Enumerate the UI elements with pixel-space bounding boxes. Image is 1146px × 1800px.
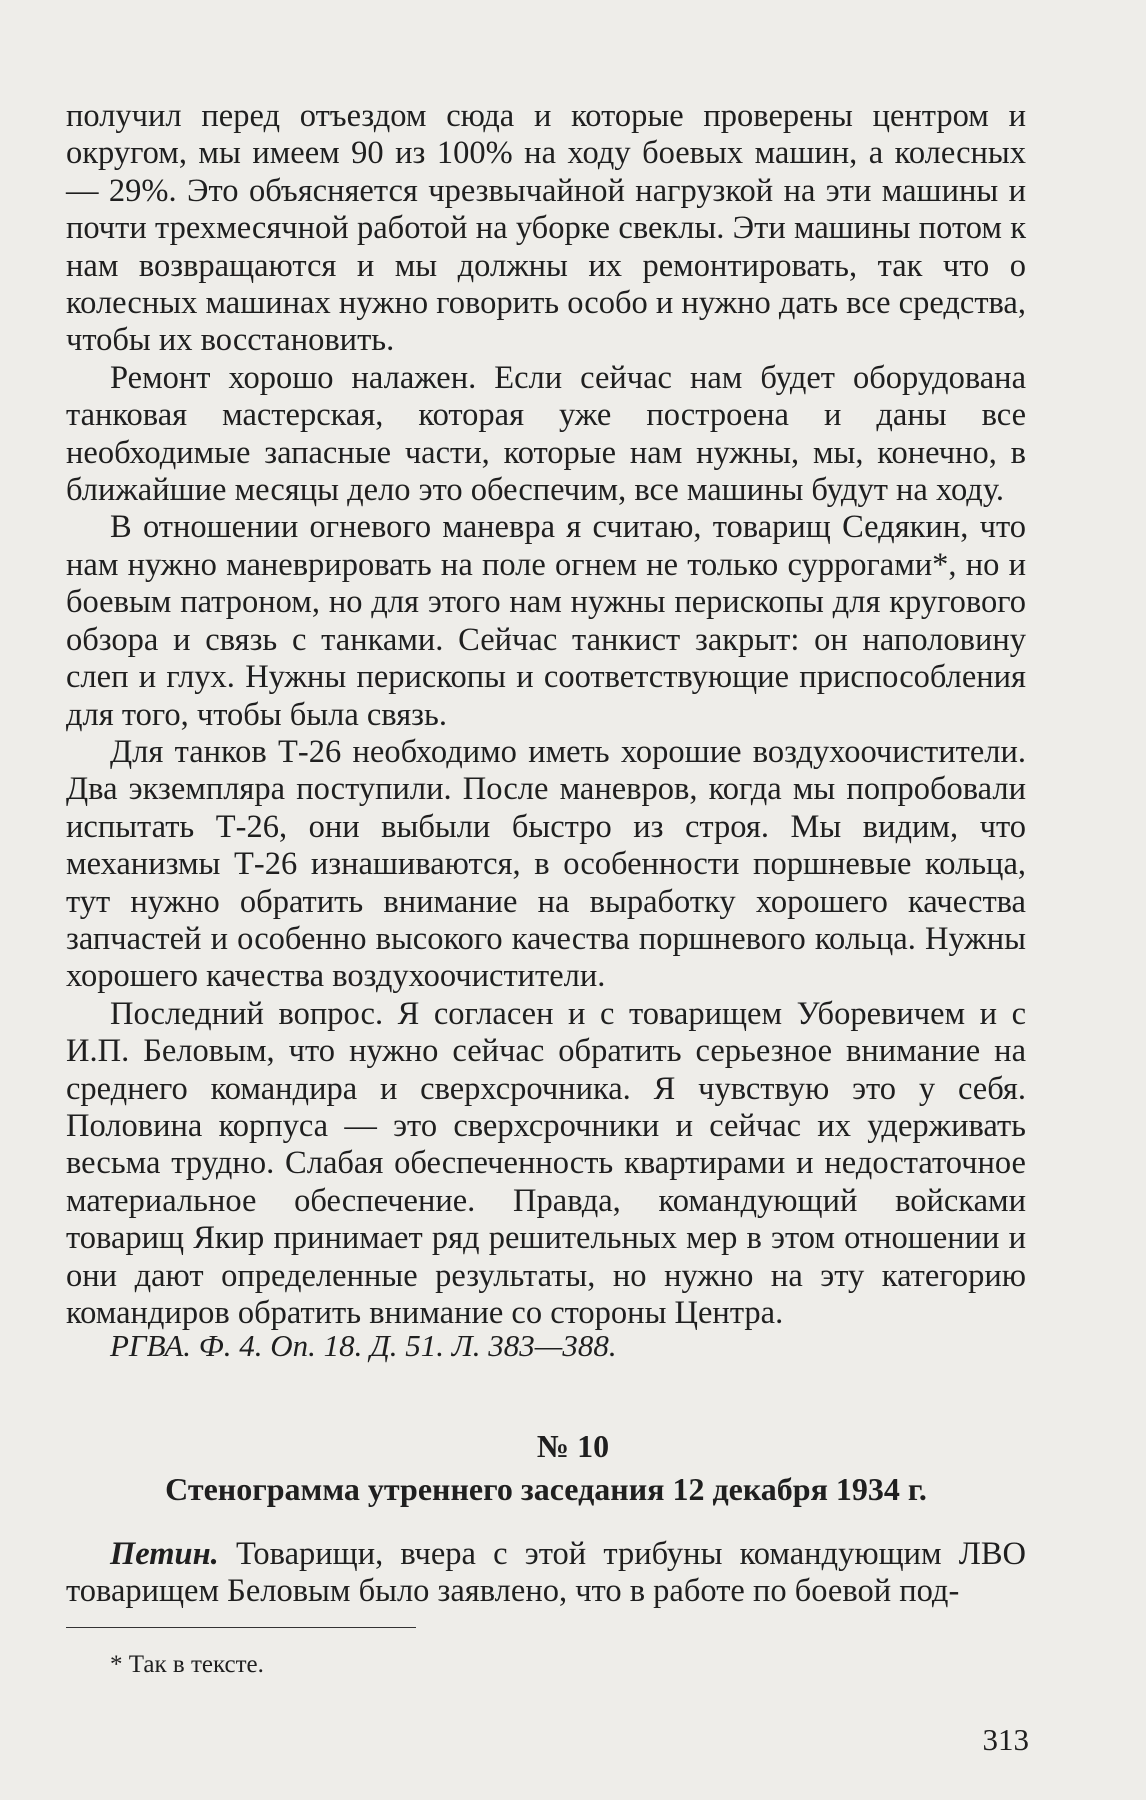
footnote-divider <box>66 1627 416 1628</box>
paragraph: Для танков Т-26 необходимо иметь хорошие воздухоочистители. Два экземпляра поступили. После маневров, когда мы попробовали испытать Т-26, они выбыли быстро из строя. Мы видим, что механизмы Т-26 изнашиваются, в особенности поршневые кольца, тут нужно обратить внимание на выработку хорошего качества запчастей и особенно высокого качества поршневого кольца. Нужны хорошего качества воздухоочистители. <box>66 733 1026 995</box>
paragraph: Последний вопрос. Я согласен и с товарищем Уборевичем и с И.П. Беловым, что нужно сейчас обратить серьезное внимание на среднего командира и сверхсрочника. Я чувствую это у себя. Половина корпуса — это сверхсрочники и сейчас их удерживать весьма трудно. Слабая обеспеченность квартирами и недостаточное материальное обеспечение. Правда, командующий войсками товарищ Якир принимает ряд решительных мер в этом отношении и они дают определенные результаты, но нужно на эту категорию командиров обратить внимание со стороны Центра. <box>66 995 1026 1331</box>
paragraph: получил перед отъездом сюда и которые проверены центром и округом, мы имеем 90 из 100% на ходу боевых машин, а колесных — 29%. Это объясняется чрезвычайной нагрузкой на эти машины и почти трехмесячной работой на уборке свеклы. Эти машины потом к нам возвращаются и мы должны их ремонтировать, так что о колесных машинах нужно говорить особо и нужно дать все средства, чтобы их восстановить. <box>66 98 1026 359</box>
page-number: 313 <box>982 1722 1029 1757</box>
paragraph: В отношении огневого маневра я считаю, товарищ Седякин, что нам нужно маневрировать на поле огнем не только суррогами*, но и боевым патроном, но для этого нам нужны перископы для кругового обзора и связь с танками. Сейчас танкист закрыт: он наполовину слеп и глух. Нужны перископы и соответствующие приспособления для того, чтобы была связь. <box>66 509 1026 733</box>
document-title: Стенограмма утреннего заседания 12 декабря 1934 г. <box>165 1471 927 1507</box>
document-number: № 10 <box>536 1428 610 1464</box>
speech-block <box>66 1536 1026 1611</box>
footnote: * Так в тексте. <box>110 1651 264 1678</box>
main-text <box>66 98 1026 1332</box>
paragraph: Ремонт хорошо налажен. Если сейчас нам будет оборудована танковая мастерская, которая уже построена и даны все необходимые запасные части, которые нам нужны, мы, конечно, в ближайшие месяцы дело это обеспечим, все машины будут на ходу. <box>66 359 1026 509</box>
speech-text: Товарищи, вчера с этой трибуны командующим ЛВО товарищем Беловым было заявлено, что в работе по боевой под- <box>66 1536 1026 1610</box>
speech-paragraph <box>66 1536 1026 1611</box>
archive-source-reference: РГВА. Ф. 4. Оп. 18. Д. 51. Л. 383—388. <box>110 1328 617 1363</box>
speaker-name: Петин. <box>110 1536 219 1572</box>
